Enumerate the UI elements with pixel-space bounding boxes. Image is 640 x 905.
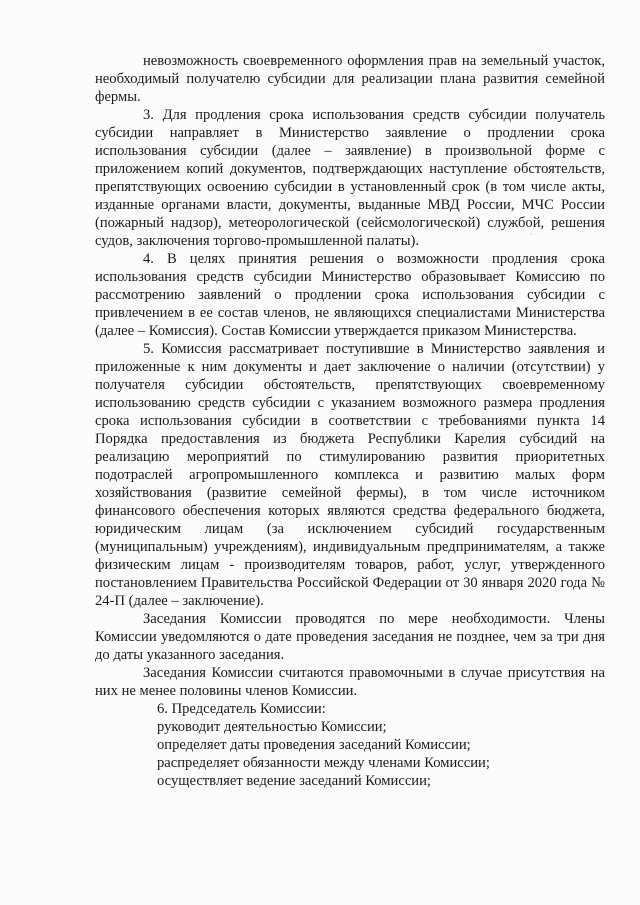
paragraph-continuation: невозможность своевременного оформления прав на земельный участок, необходимый получателю субсидии для реализации плана развития семейной фермы. [95, 53, 605, 105]
paragraph-meetings: Заседания Комиссии проводятся по мере необходимости. Члены Комиссии уведомляются о дате проведения заседания не позднее, чем за три дня до даты указанного заседания. [95, 611, 605, 663]
chair-duty-item: распределяет обязанности между членами Комиссии; [157, 755, 490, 771]
chair-duty-item: определяет даты проведения заседаний Комиссии; [157, 737, 471, 753]
paragraph-3: 3. Для продления срока использования средств субсидии получатель субсидии направляет в Министерство заявление о продлении срока использования субсидии (далее – заявление) в произвольной форме с приложением копий документов, подтверждающих наступление обстоятельств, препятствующих освоению субсидии в установленный срок (в том числе акты, изданные органами власти, документы, выданные МВД России, МЧС России (пожарный надзор), метеорологической (сейсмологической) службой, решения судов, заключения торгово-промышленной палаты). [95, 107, 605, 249]
chair-duty-item: осуществляет ведение заседаний Комиссии; [157, 773, 431, 789]
document-text [95, 52, 605, 790]
paragraph-5: 5. Комиссия рассматривает поступившие в Министерство заявления и приложенные к ним документы и дает заключение о наличии (отсутствии) у получателя субсидии обстоятельств, препятствующих своевременному использованию средств субсидии с указанием возможного размера продления срока использования субсидии в соответствии с требованиями пункта 14 Порядка предоставления из бюджета Республики Карелия субсидий на реализацию мероприятий по стимулированию развития приоритетных подотраслей агропромышленного комплекса и развитию малых форм хозяйствования (развитие семейной фермы), в том числе источником финансового обеспечения которых являются средства федерального бюджета, юридическим лицам (за исключением субсидий государственным (муниципальным) учреждениям), индивидуальным предпринимателям, а также физическим лицам - производителям товаров, работ, услуг, утвержденного постановлением Правительства Российской Федерации от 30 января 2020 года № 24-П (далее – заключение). [95, 341, 605, 609]
paragraph-4: 4. В целях принятия решения о возможности продления срока использования средств субсидии Министерство образовывает Комиссию по рассмотрению заявлений о продлении срока использования субсидии с привлечением в ее состав членов, не являющихся специалистами Министерства (далее – Комиссия). Состав Комиссии утверждается приказом Министерства. [95, 251, 605, 339]
chair-duty-item: руководит деятельностью Комиссии; [157, 719, 387, 735]
paragraph-quorum: Заседания Комиссии считаются правомочными в случае присутствия на них не менее половины членов Комиссии. [95, 665, 605, 699]
paragraph-6-heading: 6. Председатель Комиссии: [157, 701, 326, 717]
